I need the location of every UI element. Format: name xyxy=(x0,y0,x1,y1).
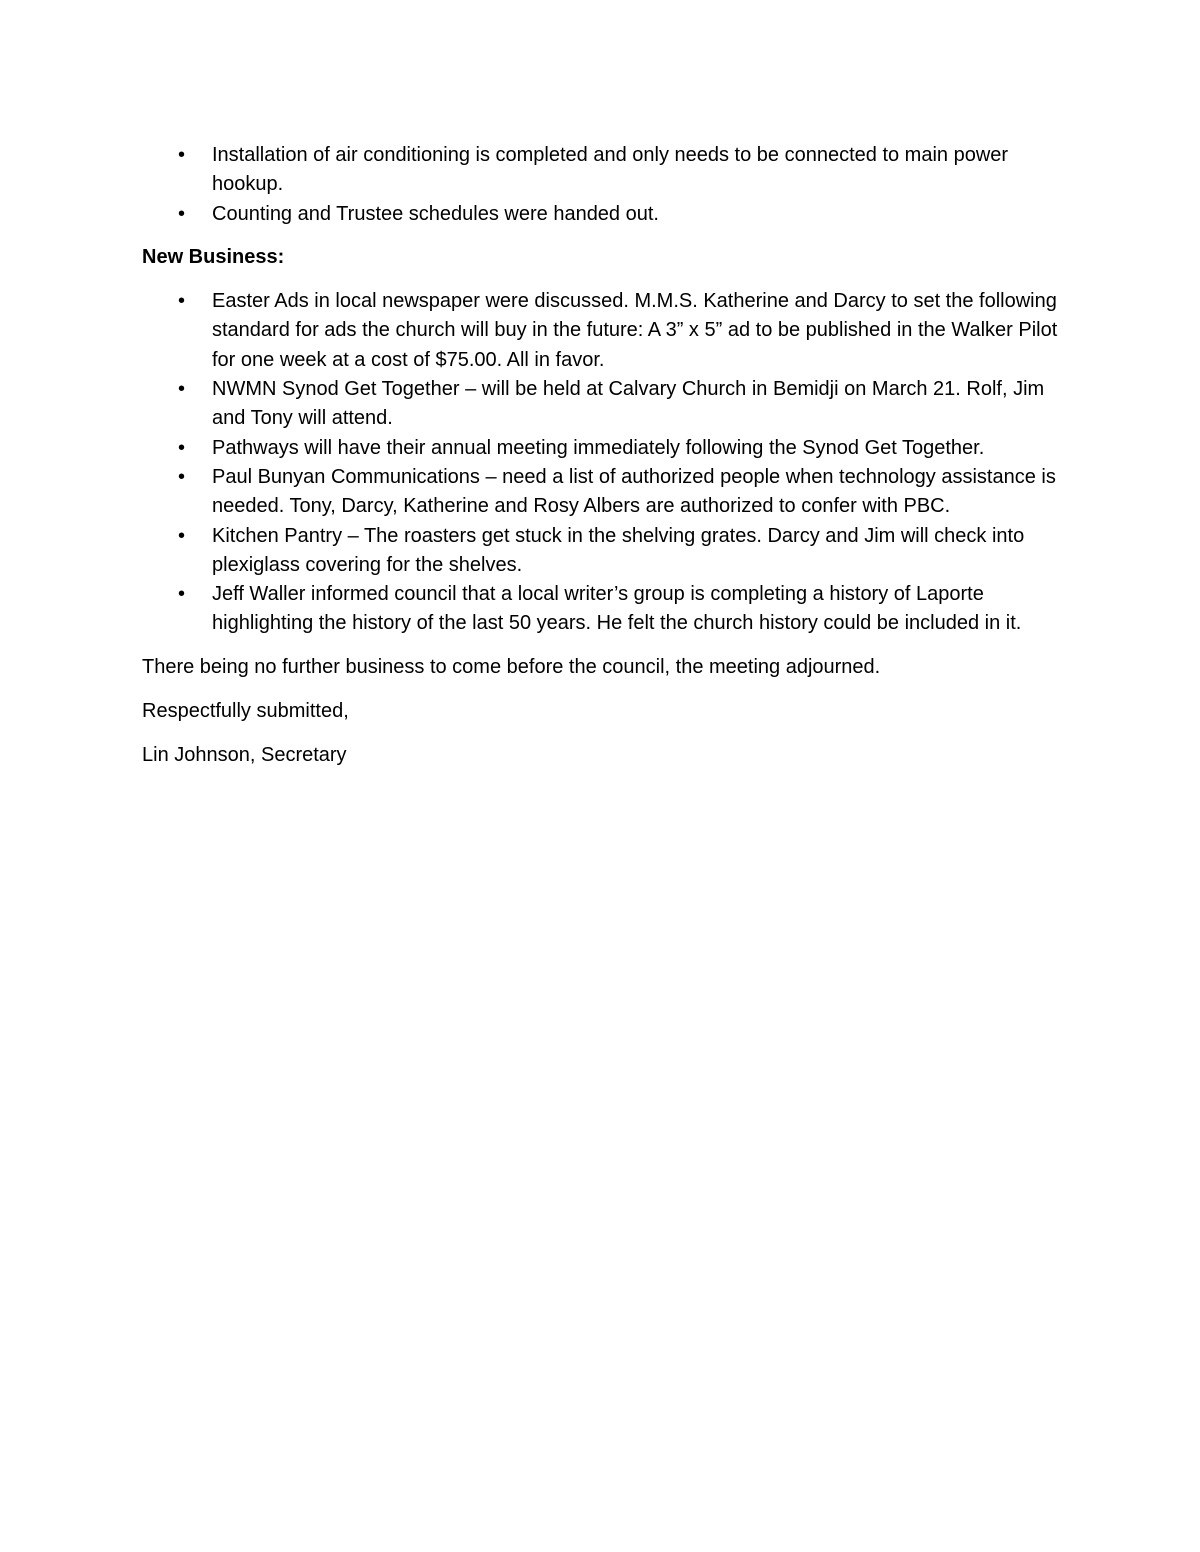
list-item xyxy=(142,375,1072,434)
bullet-icon: • xyxy=(178,465,186,488)
bullet-icon: • xyxy=(178,290,186,313)
list-item xyxy=(142,141,1072,200)
list-item xyxy=(142,287,1072,375)
bullet-icon: • xyxy=(178,583,186,606)
list-item xyxy=(142,580,1072,639)
bullet-icon: • xyxy=(178,524,186,547)
bullet-icon: • xyxy=(178,436,186,459)
closing-paragraph: There being no further business to come before the council, the meeting adjourned. xyxy=(142,656,881,679)
list-item-text: Easter Ads in local newspaper were discussed. M.M.S. Katherine and Darcy to set the following standard for ads the church will buy in the future: A 3” x 5” ad to be published in the Walker Pilot for one week at a cost of $75.00. All in favor. xyxy=(212,290,1058,371)
new-business-list xyxy=(142,287,1072,639)
list-item xyxy=(142,522,1072,581)
signature-text: Lin Johnson, Secretary xyxy=(142,743,347,766)
list-item-text: Paul Bunyan Communications – need a list of authorized people when technology assistance is needed. Tony, Darcy, Katherine and Rosy Albers are authorized to confer with PBC. xyxy=(212,465,1056,518)
list-item-text: NWMN Synod Get Together – will be held at Calvary Church in Bemidji on March 21. Rolf, Jim and Tony will attend. xyxy=(212,378,1045,430)
signoff-text: Respectfully submitted, xyxy=(142,700,349,723)
document-page xyxy=(142,141,1072,770)
prior-items-list xyxy=(142,141,1072,229)
list-item-text: Pathways will have their annual meeting immediately following the Synod Get Together. xyxy=(212,436,985,459)
list-item-text: Installation of air conditioning is completed and only needs to be connected to main power hookup. xyxy=(212,144,1009,196)
list-item xyxy=(142,434,1072,463)
bullet-icon: • xyxy=(178,144,186,166)
list-item-text: Jeff Waller informed council that a local writer’s group is completing a history of Laporte highlighting the history of the last 50 years. He felt the church history could be included in it. xyxy=(212,583,1022,635)
bullet-icon: • xyxy=(178,378,186,401)
new-business-heading: New Business: xyxy=(142,246,285,269)
bullet-icon: • xyxy=(178,202,186,225)
list-item-text: Counting and Trustee schedules were handed out. xyxy=(212,202,659,225)
list-item xyxy=(142,200,1072,229)
list-item-text: Kitchen Pantry – The roasters get stuck in the shelving grates. Darcy and Jim will check into plexiglass covering for the shelves. xyxy=(212,524,1025,576)
list-item xyxy=(142,463,1072,522)
